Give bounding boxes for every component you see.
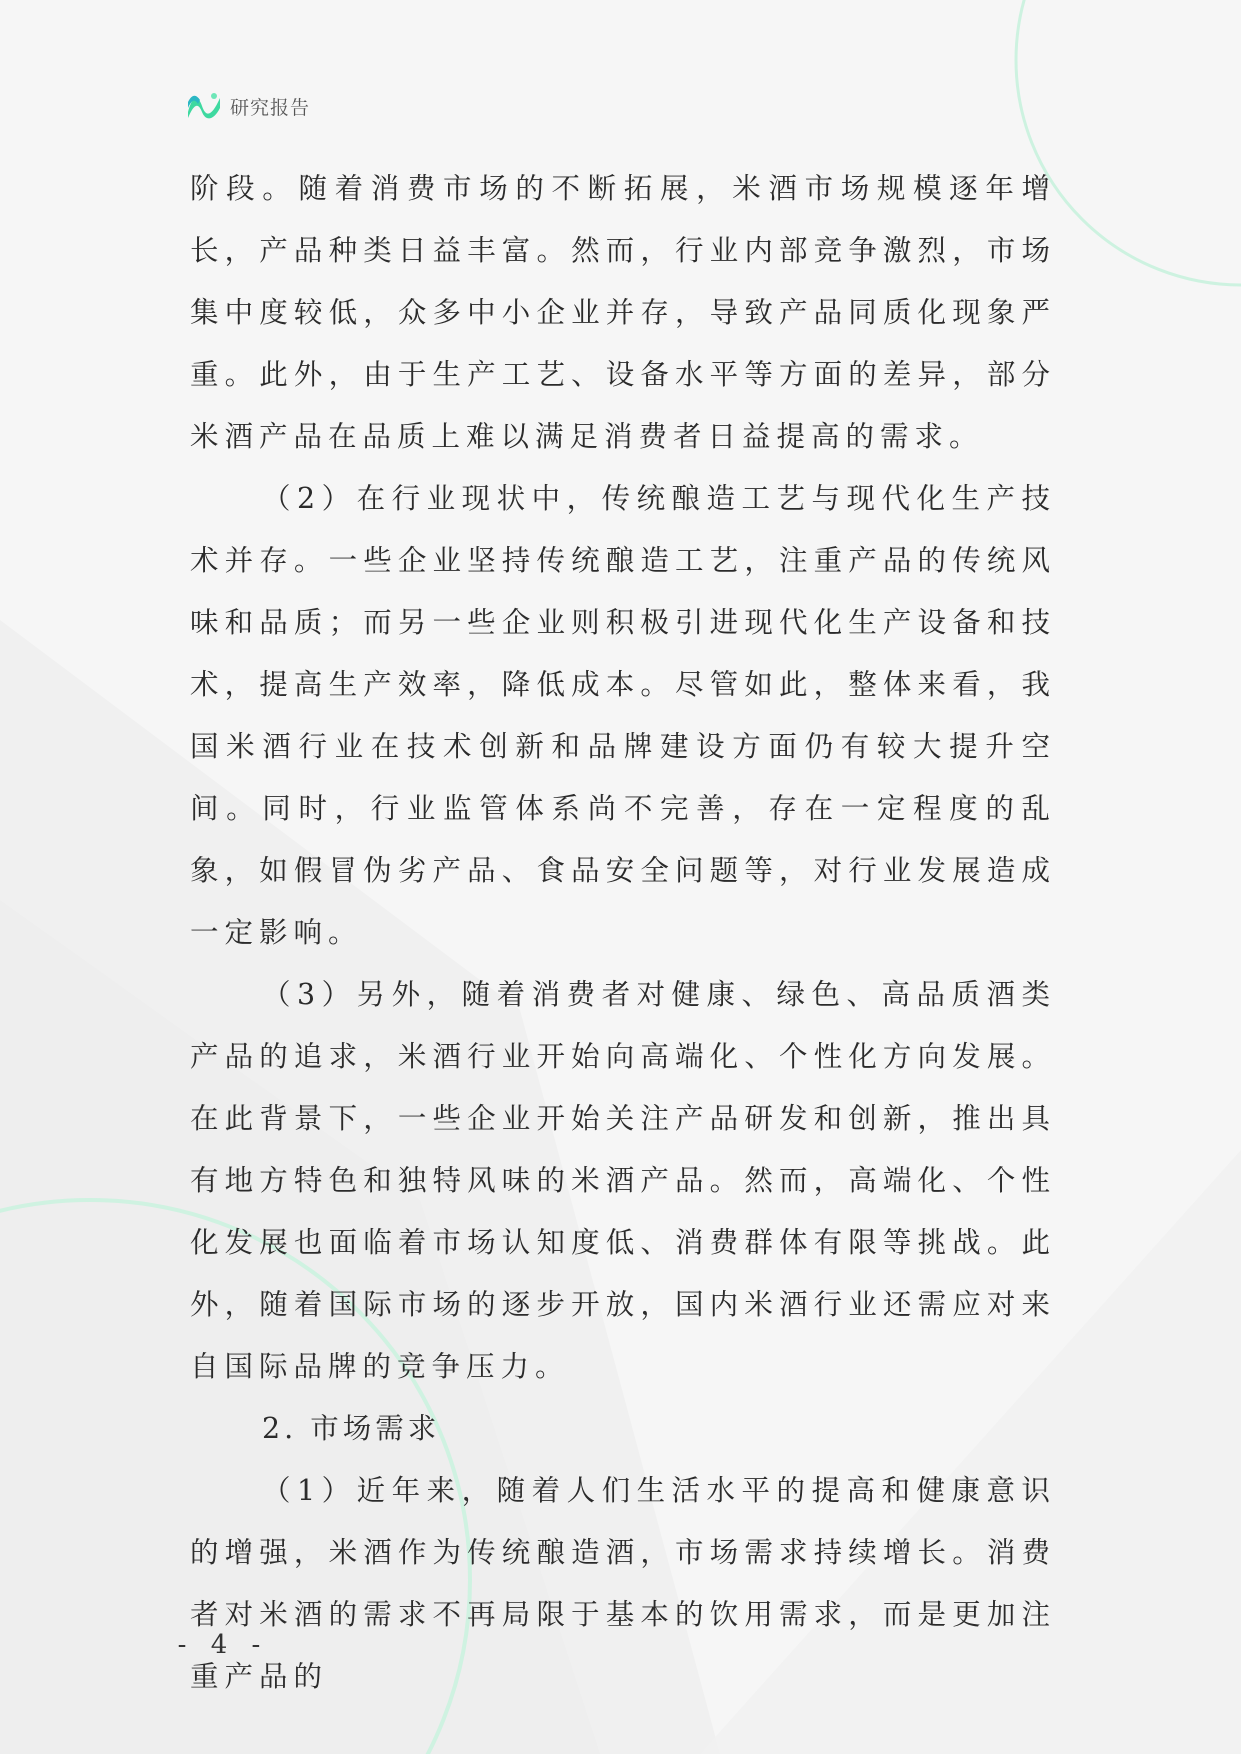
- brand-logo-icon: [186, 90, 222, 122]
- paragraph-continuation: 阶段。随着消费市场的不断拓展，米酒市场规模逐年增长，产品种类日益丰富。然而，行业内部竞争激烈，市场集中度较低，众多中小企业并存，导致产品同质化现象严重。此外，由于生产工艺、设备水平等方面的差异，部分米酒产品在品质上难以满足消费者日益提高的需求。: [190, 172, 1056, 453]
- paragraph-market-demand-1: （1）近年来，随着人们生活水平的提高和健康意识的增强，米酒作为传统酿造酒，市场需求持续增长。消费者对米酒的需求不再局限于基本的饮用需求，而是更加注重产品的: [190, 1474, 1056, 1693]
- page-number: - 4 -: [177, 1630, 269, 1660]
- paragraph-item-3: （3）另外，随着消费者对健康、绿色、高品质酒类产品的追求，米酒行业开始向高端化、个性化方向发展。在此背景下，一些企业开始关注产品研发和创新，推出具有地方特色和独特风味的米酒产品。然而，高端化、个性化发展也面临着市场认知度低、消费群体有限等挑战。此外，随着国际市场的逐步开放，国内米酒行业还需应对来自国际品牌的竞争压力。: [190, 978, 1056, 1383]
- section-heading: 2. 市场需求: [262, 1412, 441, 1445]
- header: [186, 88, 310, 124]
- paragraph-item-2: （2）在行业现状中，传统酿造工艺与现代化生产技术并存。一些企业坚持传统酿造工艺，注重产品的传统风味和品质；而另一些企业则积极引进现代化生产设备和技术，提高生产效率，降低成本。尽管如此，整体来看，我国米酒行业在技术创新和品牌建设方面仍有较大提升空间。同时，行业监管体系尚不完善，存在一定程度的乱象，如假冒伪劣产品、食品安全问题等，对行业发展造成一定影响。: [190, 482, 1056, 949]
- document-body: [190, 158, 1056, 1708]
- report-label: 研究报告: [230, 96, 311, 119]
